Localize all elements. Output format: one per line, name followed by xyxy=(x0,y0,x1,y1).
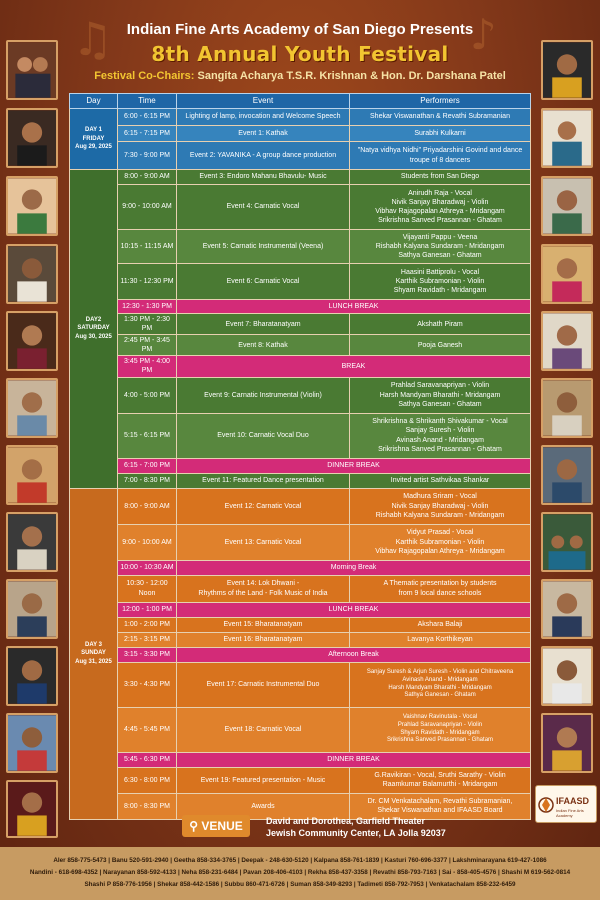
time-cell: 9:00 - 10:00 AM xyxy=(118,524,177,560)
time-cell: 1:00 - 2:00 PM xyxy=(118,617,177,632)
contact-footer xyxy=(0,847,600,900)
day-date: Aug 30, 2025 xyxy=(75,334,112,341)
table-row xyxy=(70,602,531,617)
column-header-event: Event xyxy=(177,94,350,109)
performers-cell: Students from San Diego xyxy=(350,170,531,185)
performers-cell: Sanjay Suresh & Arjun Suresh - Violin and Chitraveena Avinash Anand - Mridangam Harsh Mandyam Bharathi - Mridangam Sathya Ganesan - Ghatam xyxy=(350,662,531,707)
ifaasd-logo xyxy=(535,785,597,823)
time-cell: 10:00 - 10:30 AM xyxy=(118,560,177,575)
time-cell: 2:15 - 3:15 PM xyxy=(118,632,177,647)
column-header-time: Time xyxy=(118,94,177,109)
venue-label-text: VENUE xyxy=(201,819,243,833)
time-cell: 3:45 PM - 4:00 PM xyxy=(118,356,177,377)
performer-photo xyxy=(6,646,58,706)
time-cell: 12:30 - 1:30 PM xyxy=(118,300,177,314)
performers-cell: Akshath Piram xyxy=(350,314,531,335)
time-cell: 2:45 PM - 3:45 PM xyxy=(118,335,177,356)
break-cell: DINNER BREAK xyxy=(177,752,531,767)
table-row xyxy=(70,356,531,377)
time-cell: 8:00 - 8:30 PM xyxy=(118,793,177,819)
location-pin-icon: ⚲ xyxy=(189,819,199,833)
day-date: Aug 31, 2025 xyxy=(75,658,112,665)
table-row xyxy=(70,230,531,264)
performers-cell: Akshara Balaji xyxy=(350,617,531,632)
event-cell: Event 15: Bharatanatyam xyxy=(177,617,350,632)
day-cell xyxy=(70,109,118,170)
event-cell: Lighting of lamp, invocation and Welcome Speech xyxy=(177,109,350,126)
performer-photo xyxy=(541,713,593,773)
event-cell: Event 14: Lok Dhwani - Rhythms of the Land - Folk Music of India xyxy=(177,575,350,602)
performers-cell: Vidyut Prasad - Vocal Karthik Subramonian - Violin Vibhav Rajagopalan Athreya - Mridangam xyxy=(350,524,531,560)
performers-cell: Lavanya Korthikeyan xyxy=(350,632,531,647)
table-row xyxy=(70,488,531,524)
performer-photo xyxy=(6,176,58,236)
performers-cell: Surabhi Kulkarni xyxy=(350,126,531,142)
table-row xyxy=(70,142,531,170)
table-row xyxy=(70,473,531,488)
day-weekday: SATURDAY xyxy=(77,325,110,332)
time-cell: 10:30 - 12:00 Noon xyxy=(118,575,177,602)
performer-photo xyxy=(541,40,593,100)
time-cell: 6:30 - 8:00 PM xyxy=(118,767,177,793)
day-weekday: FRIDAY xyxy=(82,135,105,142)
event-cell: Event 16: Bharatanatyam xyxy=(177,632,350,647)
break-cell: LUNCH BREAK xyxy=(177,602,531,617)
table-row xyxy=(70,300,531,314)
time-cell: 8:00 - 9:00 AM xyxy=(118,488,177,524)
table-row xyxy=(70,752,531,767)
performer-photo xyxy=(6,108,58,168)
event-cell: Event 19: Featured presentation - Music xyxy=(177,767,350,793)
table-row xyxy=(70,524,531,560)
event-cell: Event 3: Endoro Mahanu Bhavulu- Music xyxy=(177,170,350,185)
music-note-decoration: ♪ xyxy=(470,10,497,59)
event-cell: Event 10: Carnatic Vocal Duo xyxy=(177,413,350,458)
time-cell: 6:00 - 6:15 PM xyxy=(118,109,177,126)
performer-photo xyxy=(6,445,58,505)
performer-photo xyxy=(541,311,593,371)
performers-cell: Dr. CM Venkatachalam, Revathi Subramanian, Shekar Viswanathan and IFAASD Board xyxy=(350,793,531,819)
music-note-decoration: ♫ xyxy=(72,12,114,66)
performers-cell: Vijayanti Pappu - Veena Rishabh Kalyana Sundaram - Mridangam Sathya Ganesan - Ghatam xyxy=(350,230,531,264)
venue-line-1: David and Dorothea, Garfield Theater xyxy=(266,816,426,826)
performers-cell: "Natya vidhya Nidhi" Priyadarshini Govind and dance troupe of 8 dancers xyxy=(350,142,531,170)
logo-text: IFAASD xyxy=(556,796,590,806)
performer-photo xyxy=(6,40,58,100)
performer-photo xyxy=(6,780,58,838)
time-cell: 5:45 - 6:30 PM xyxy=(118,752,177,767)
day-date: Aug 29, 2025 xyxy=(75,144,112,151)
time-cell: 4:00 - 5:00 PM xyxy=(118,377,177,413)
table-row xyxy=(70,647,531,662)
break-cell: LUNCH BREAK xyxy=(177,300,531,314)
time-cell: 4:45 - 5:45 PM xyxy=(118,707,177,752)
event-cell: Awards xyxy=(177,793,350,819)
event-cell: Event 11: Featured Dance presentation xyxy=(177,473,350,488)
event-cell: Event 9: Carnatic Instrumental (Violin) xyxy=(177,377,350,413)
table-row xyxy=(70,560,531,575)
break-cell: BREAK xyxy=(177,356,531,377)
contact-line: Nandini - 618-698-4352 | Narayanan 858-592-4133 | Neha 858-231-6484 | Pavan 208-406-4103 | Rekha 858-437-3358 | Revathi 858-793-7163 | Sai - 858-405-4576 | Shashi M 619-562-0814 xyxy=(29,869,571,876)
day-name: DAY2 xyxy=(85,316,102,323)
event-cell: Event 7: Bharatanatyam xyxy=(177,314,350,335)
performer-photo xyxy=(6,512,58,572)
performer-photo xyxy=(6,378,58,438)
contact-line: Shashi P 858-776-1956 | Shekar 858-442-1586 | Subbu 860-471-6726 | Suman 858-349-8293 | Tadimeti 858-792-7953 | Venkatachalam 858-232-6459 xyxy=(84,881,516,888)
event-cell: Event 12: Carnatic Vocal xyxy=(177,488,350,524)
performer-photo xyxy=(541,378,593,438)
table-row xyxy=(70,335,531,356)
performers-cell: Haasini Battiprolu - Vocal Karthik Subramonian - Violin Shyam Ravidath - Mridangam xyxy=(350,264,531,300)
performer-photo xyxy=(541,646,593,706)
time-cell: 5:15 - 6:15 PM xyxy=(118,413,177,458)
schedule-table xyxy=(69,93,531,820)
table-row xyxy=(70,264,531,300)
co-chairs-label: Festival Co-Chairs: xyxy=(94,70,195,82)
time-cell: 3:30 - 4:30 PM xyxy=(118,662,177,707)
performer-photo xyxy=(6,244,58,304)
table-row xyxy=(70,707,531,752)
contact-line: Aler 858-775-5473 | Banu 520-591-2940 | Geetha 858-334-3765 | Deepak - 248-630-5120 | Kalpana 858-761-1839 | Kasturi 760-696-3377 | Lakshminarayana 619-427-1086 xyxy=(53,857,547,864)
performer-photo xyxy=(541,108,593,168)
performer-photo xyxy=(541,579,593,639)
event-cell: Event 18: Carnatic Vocal xyxy=(177,707,350,752)
performers-cell: Invited artist Sathvikaa Shankar xyxy=(350,473,531,488)
table-row xyxy=(70,170,531,185)
venue-line-2: Jewish Community Center, LA Jolla 92037 xyxy=(266,828,446,838)
festival-title: 8th Annual Youth Festival xyxy=(151,42,449,66)
table-row xyxy=(70,109,531,126)
performer-photo xyxy=(541,445,593,505)
performers-cell: A Thematic presentation by students from 9 local dance schools xyxy=(350,575,531,602)
performers-cell: Vaishnav Ravinutala - Vocal Prahlad Saravanapriyan - Violin Shyam Ravidath - Mridangam Srikrishna Sanved Prasannan - Ghatam xyxy=(350,707,531,752)
event-cell: Event 1: Kathak xyxy=(177,126,350,142)
break-cell: Afternoon Break xyxy=(177,647,531,662)
performers-cell: Anirudh Raja - Vocal Nivik Sanjay Bharadwaj - Violin Vibhav Rajagopalan Athreya - Mridangam Srikrishna Sanved Prasannan - Ghatam xyxy=(350,185,531,230)
day-name: DAY 1 xyxy=(84,126,102,133)
table-row xyxy=(70,632,531,647)
event-cell: Event 5: Carnatic Instrumental (Veena) xyxy=(177,230,350,264)
co-chairs-names: Sangita Acharya T.S.R. Krishnan & Hon. Dr. Darshana Patel xyxy=(197,70,506,82)
performers-cell: Madhura Sriram - Vocal Nivik Sanjay Bharadwaj - Violin Rishabh Kalyana Sundaram - Mridangam xyxy=(350,488,531,524)
time-cell: 8:00 - 9:00 AM xyxy=(118,170,177,185)
event-cell: Event 6: Carnatic Vocal xyxy=(177,264,350,300)
table-row xyxy=(70,575,531,602)
event-cell: Event 4: Carnatic Vocal xyxy=(177,185,350,230)
table-row xyxy=(70,413,531,458)
time-cell: 3:15 - 3:30 PM xyxy=(118,647,177,662)
time-cell: 12:00 - 1:00 PM xyxy=(118,602,177,617)
time-cell: 7:00 - 8:30 PM xyxy=(118,473,177,488)
time-cell: 9:00 - 10:00 AM xyxy=(118,185,177,230)
table-row xyxy=(70,314,531,335)
time-cell: 11:30 - 12:30 PM xyxy=(118,264,177,300)
co-chairs-line xyxy=(0,70,600,82)
logo-subtext: Indian Fine Arts Academy xyxy=(556,808,584,818)
day-cell xyxy=(70,170,118,489)
column-header-performers: Performers xyxy=(350,94,531,109)
column-header-day: Day xyxy=(70,94,118,109)
day-cell xyxy=(70,488,118,819)
table-row xyxy=(70,458,531,473)
performers-cell: G.Ravikiran - Vocal, Sruthi Sarathy - Violin Raamkumar Balamurthi - Mridangam xyxy=(350,767,531,793)
venue-label xyxy=(182,815,250,837)
time-cell: 6:15 - 7:15 PM xyxy=(118,126,177,142)
performer-photo xyxy=(6,713,58,773)
time-cell: 10:15 - 11:15 AM xyxy=(118,230,177,264)
venue-address xyxy=(266,815,446,839)
performers-cell: Prahlad Saravanapriyan - Violin Harsh Mandyam Bharathi - Mridangam Sathya Ganesan - Ghatam xyxy=(350,377,531,413)
performer-photo xyxy=(541,176,593,236)
time-cell: 7:30 - 9:00 PM xyxy=(118,142,177,170)
table-row xyxy=(70,662,531,707)
schedule-header-row xyxy=(70,94,531,109)
performers-cell: Shrikrishna & Shrikanth Shivakumar - Vocal Sanjay Suresh - Violin Avinash Anand - Mridangam Srikrishna Sanved Prasannan - Ghatam xyxy=(350,413,531,458)
performers-cell: Pooja Ganesh xyxy=(350,335,531,356)
day-name: DAY 3 xyxy=(84,641,102,648)
performer-photo xyxy=(541,512,593,572)
performer-photo xyxy=(6,579,58,639)
table-row xyxy=(70,126,531,142)
presenter-line: Indian Fine Arts Academy of San Diego Presents xyxy=(126,21,474,38)
table-row xyxy=(70,377,531,413)
break-cell: DINNER BREAK xyxy=(177,458,531,473)
break-cell: Morning Break xyxy=(177,560,531,575)
table-row xyxy=(70,767,531,793)
event-cell: Event 13: Carnatic Vocal xyxy=(177,524,350,560)
event-cell: Event 8: Kathak xyxy=(177,335,350,356)
time-cell: 6:15 - 7:00 PM xyxy=(118,458,177,473)
performer-photo xyxy=(541,244,593,304)
time-cell: 1:30 PM - 2:30 PM xyxy=(118,314,177,335)
event-cell: Event 2: YAVANIKA - A group dance production xyxy=(177,142,350,170)
day-weekday: SUNDAY xyxy=(81,650,106,657)
performers-cell: Shekar Viswanathan & Revathi Subramanian xyxy=(350,109,531,126)
table-row xyxy=(70,185,531,230)
performer-photo xyxy=(6,311,58,371)
event-cell: Event 17: Carnatic Instrumental Duo xyxy=(177,662,350,707)
table-row xyxy=(70,617,531,632)
